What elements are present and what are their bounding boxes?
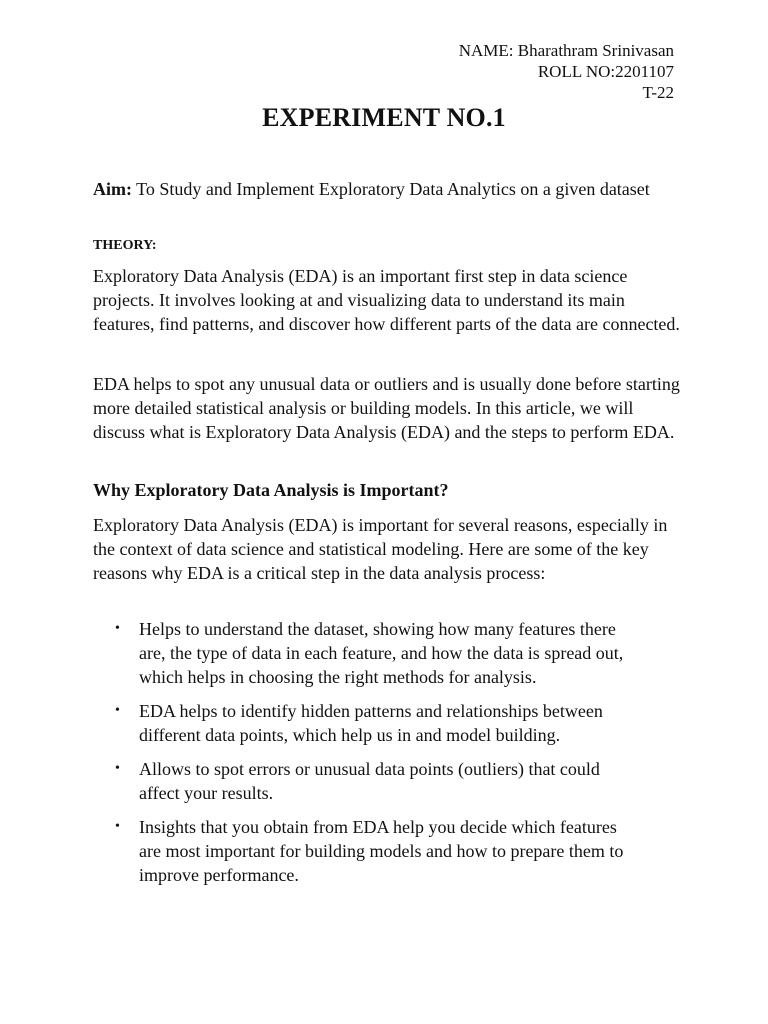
student-name: NAME: Bharathram Srinivasan — [458, 41, 674, 60]
theory-heading: THEORY: — [93, 238, 157, 253]
page-title: EXPERIMENT NO.1 — [262, 103, 506, 132]
bullet-icon: • — [115, 621, 120, 636]
bullet-icon: • — [115, 703, 120, 718]
theory-paragraph-2: EDA helps to spot any unusual data or outliers and is usually done before starting more detailed statistical analysis or building models. In this article, we will discuss what is Exploratory Data Analysis (EDA) and the steps to perform EDA. — [93, 374, 680, 442]
student-info — [459, 40, 674, 103]
aim-label: Aim: — [93, 179, 132, 199]
list-item — [93, 699, 683, 747]
list-item — [93, 757, 683, 805]
section-heading-importance: Why Exploratory Data Analysis is Important? — [93, 480, 449, 500]
theory-paragraph-1: Exploratory Data Analysis (EDA) is an important first step in data science projects. It involves looking at and visualizing data to understand its main features, find patterns, and discover how different parts of the data are connected. — [93, 266, 680, 334]
bullet-icon: • — [115, 761, 120, 776]
list-item-text: EDA helps to identify hidden patterns and relationships between different data points, which help us in and model building. — [139, 701, 603, 745]
list-item — [93, 617, 683, 689]
aim-statement — [93, 177, 683, 201]
list-item-text: Helps to understand the dataset, showing how many features there are, the type of data in each feature, and how the data is spread out, which helps in choosing the right methods for analysis. — [139, 619, 624, 687]
list-item-text: Allows to spot errors or unusual data points (outliers) that could affect your results. — [139, 759, 600, 803]
reasons-list — [93, 617, 683, 897]
aim-text: To Study and Implement Exploratory Data Analytics on a given dataset — [132, 179, 650, 199]
list-item-text: Insights that you obtain from EDA help you decide which features are most important for building models and how to prepare them to improve performance. — [139, 817, 624, 885]
batch-code: T-22 — [642, 83, 674, 102]
list-item — [93, 815, 683, 887]
roll-number: ROLL NO:2201107 — [537, 62, 674, 81]
bullet-icon: • — [115, 819, 120, 834]
importance-paragraph: Exploratory Data Analysis (EDA) is important for several reasons, especially in the context of data science and statistical modeling. Here are some of the key reasons why EDA is a critical step in the data analysis process: — [93, 515, 668, 583]
